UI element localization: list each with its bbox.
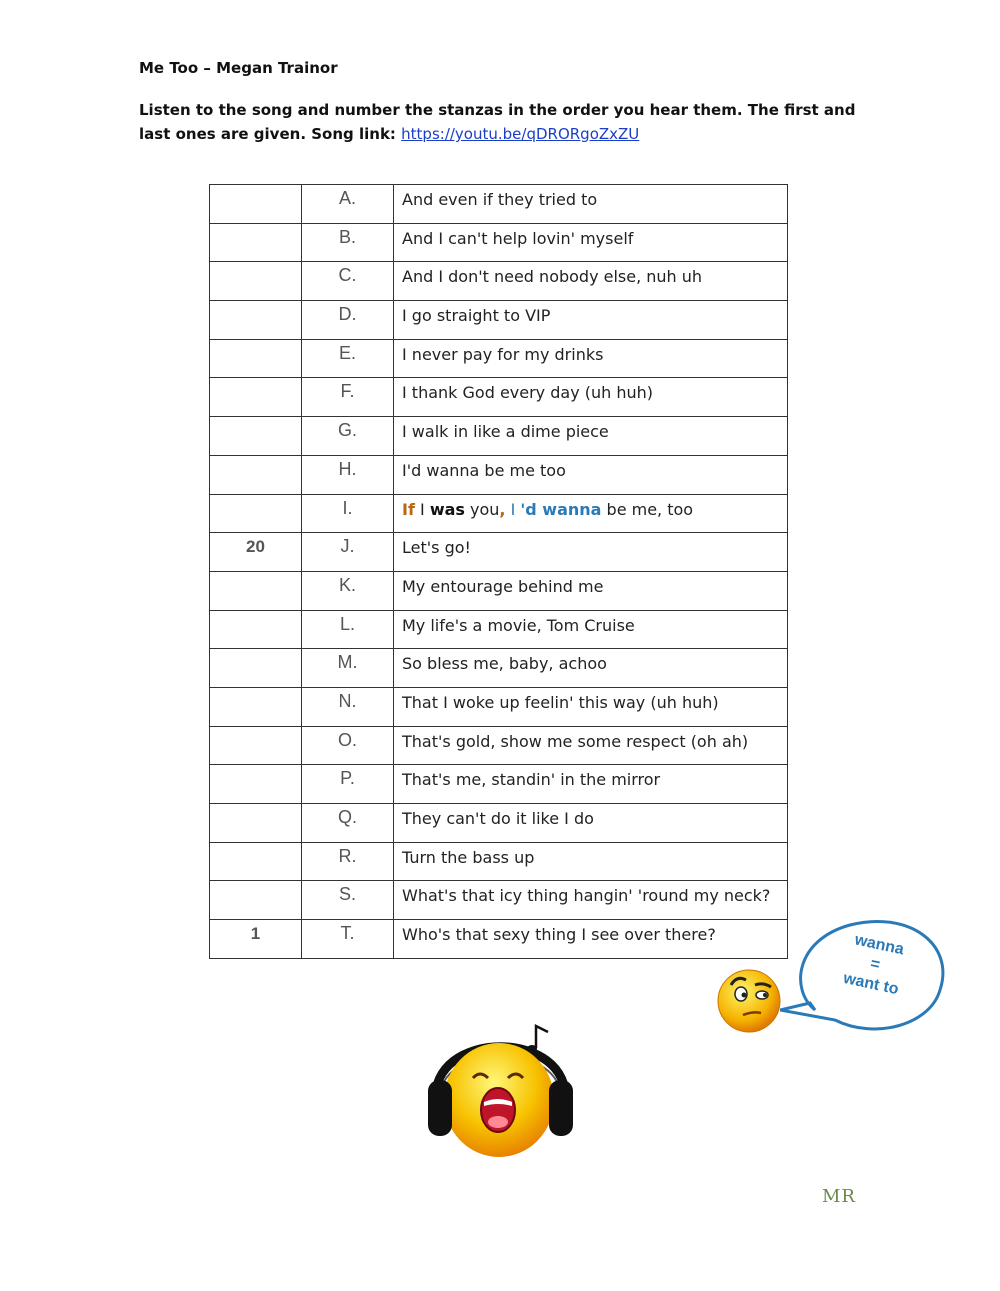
table-row — [210, 920, 788, 959]
stanza-line: What's that icy thing hangin' 'round my neck? — [394, 881, 788, 920]
stanza-line: And I don't need nobody else, nuh uh — [394, 262, 788, 301]
order-number-cell[interactable] — [210, 301, 302, 340]
bubble-line-2: = — [868, 955, 882, 974]
order-number-cell[interactable] — [210, 571, 302, 610]
table-row — [210, 726, 788, 765]
stanza-letter: B. — [302, 223, 394, 262]
stanza-line: My life's a movie, Tom Cruise — [394, 610, 788, 649]
stanza-table — [209, 184, 788, 959]
order-number-cell[interactable] — [210, 610, 302, 649]
stanza-line: That's gold, show me some respect (oh ah) — [394, 726, 788, 765]
stanza-line: And even if they tried to — [394, 185, 788, 224]
table-row — [210, 455, 788, 494]
music-note-icon — [527, 1026, 548, 1053]
stanza-letter: J. — [302, 533, 394, 572]
table-row — [210, 649, 788, 688]
order-number-cell[interactable] — [210, 726, 302, 765]
stanza-line: And I can't help lovin' myself — [394, 223, 788, 262]
table-row — [210, 687, 788, 726]
table-row — [210, 571, 788, 610]
instructions — [139, 98, 859, 146]
order-number-cell[interactable] — [210, 185, 302, 224]
order-number-cell[interactable]: 1 — [210, 920, 302, 959]
stanza-line: So bless me, baby, achoo — [394, 649, 788, 688]
stanza-letter: H. — [302, 455, 394, 494]
stanza-letter: E. — [302, 339, 394, 378]
bubble-line-3: want to — [841, 969, 901, 999]
singing-emoji-headphones-icon — [418, 1018, 583, 1168]
stanza-letter: Q. — [302, 804, 394, 843]
instructions-text: Listen to the song and number the stanzas in the order you hear them. The first and last ones are given. Song link: — [139, 101, 856, 143]
stanza-line-part: be me, too — [601, 499, 694, 519]
order-number-cell[interactable]: 20 — [210, 533, 302, 572]
table-row — [210, 881, 788, 920]
stanza-letter: T. — [302, 920, 394, 959]
table-row — [210, 610, 788, 649]
order-number-cell[interactable] — [210, 649, 302, 688]
stanza-letter: C. — [302, 262, 394, 301]
stanza-letter: P. — [302, 765, 394, 804]
skeptical-emoji-icon — [713, 963, 785, 1035]
stanza-line-part: was — [429, 499, 465, 519]
stanza-letter: K. — [302, 571, 394, 610]
order-number-cell[interactable] — [210, 765, 302, 804]
stanza-line: My entourage behind me — [394, 571, 788, 610]
order-number-cell[interactable] — [210, 378, 302, 417]
stanza-line: I'd wanna be me too — [394, 455, 788, 494]
table-row — [210, 417, 788, 456]
stanza-line: I go straight to VIP — [394, 301, 788, 340]
stanza-line — [394, 494, 788, 533]
table-row — [210, 301, 788, 340]
song-link[interactable]: https://youtu.be/qDRORgoZxZU — [401, 125, 640, 143]
order-number-cell[interactable] — [210, 494, 302, 533]
order-number-cell[interactable] — [210, 455, 302, 494]
song-title: Me Too – Megan Trainor — [139, 59, 338, 77]
stanza-letter: O. — [302, 726, 394, 765]
stanza-line: Let's go! — [394, 533, 788, 572]
stanza-letter: G. — [302, 417, 394, 456]
stanza-letter: L. — [302, 610, 394, 649]
stanza-line-part: 'd wanna — [520, 499, 602, 519]
order-number-cell[interactable] — [210, 842, 302, 881]
table-row — [210, 223, 788, 262]
table-row — [210, 842, 788, 881]
signature: MR — [822, 1186, 856, 1207]
order-number-cell[interactable] — [210, 687, 302, 726]
table-row — [210, 185, 788, 224]
table-row — [210, 804, 788, 843]
order-number-cell[interactable] — [210, 223, 302, 262]
table-row — [210, 339, 788, 378]
stanza-line: I walk in like a dime piece — [394, 417, 788, 456]
stanza-line-part: I — [505, 499, 521, 519]
stanza-line: I thank God every day (uh huh) — [394, 378, 788, 417]
bubble-line-1: wanna — [853, 931, 906, 959]
stanza-letter: F. — [302, 378, 394, 417]
stanza-letter: A. — [302, 185, 394, 224]
order-number-cell[interactable] — [210, 339, 302, 378]
stanza-line: They can't do it like I do — [394, 804, 788, 843]
table-row — [210, 494, 788, 533]
order-number-cell[interactable] — [210, 262, 302, 301]
stanza-line: Turn the bass up — [394, 842, 788, 881]
table-row — [210, 533, 788, 572]
stanza-letter: D. — [302, 301, 394, 340]
stanza-letter: R. — [302, 842, 394, 881]
stanza-line-part: , — [499, 499, 506, 519]
stanza-line: Who's that sexy thing I see over there? — [394, 920, 788, 959]
stanza-line: That I woke up feelin' this way (uh huh) — [394, 687, 788, 726]
order-number-cell[interactable] — [210, 804, 302, 843]
stanza-line: That's me, standin' in the mirror — [394, 765, 788, 804]
order-number-cell[interactable] — [210, 417, 302, 456]
stanza-line: I never pay for my drinks — [394, 339, 788, 378]
stanza-line-part: you — [464, 499, 500, 519]
table-row — [210, 378, 788, 417]
order-number-cell[interactable] — [210, 881, 302, 920]
stanza-letter: M. — [302, 649, 394, 688]
table-row — [210, 262, 788, 301]
stanza-letter: I. — [302, 494, 394, 533]
stanza-letter: N. — [302, 687, 394, 726]
stanza-line-part: If — [402, 499, 415, 519]
table-row — [210, 765, 788, 804]
stanza-line-part: I — [414, 499, 430, 519]
stanza-letter: S. — [302, 881, 394, 920]
